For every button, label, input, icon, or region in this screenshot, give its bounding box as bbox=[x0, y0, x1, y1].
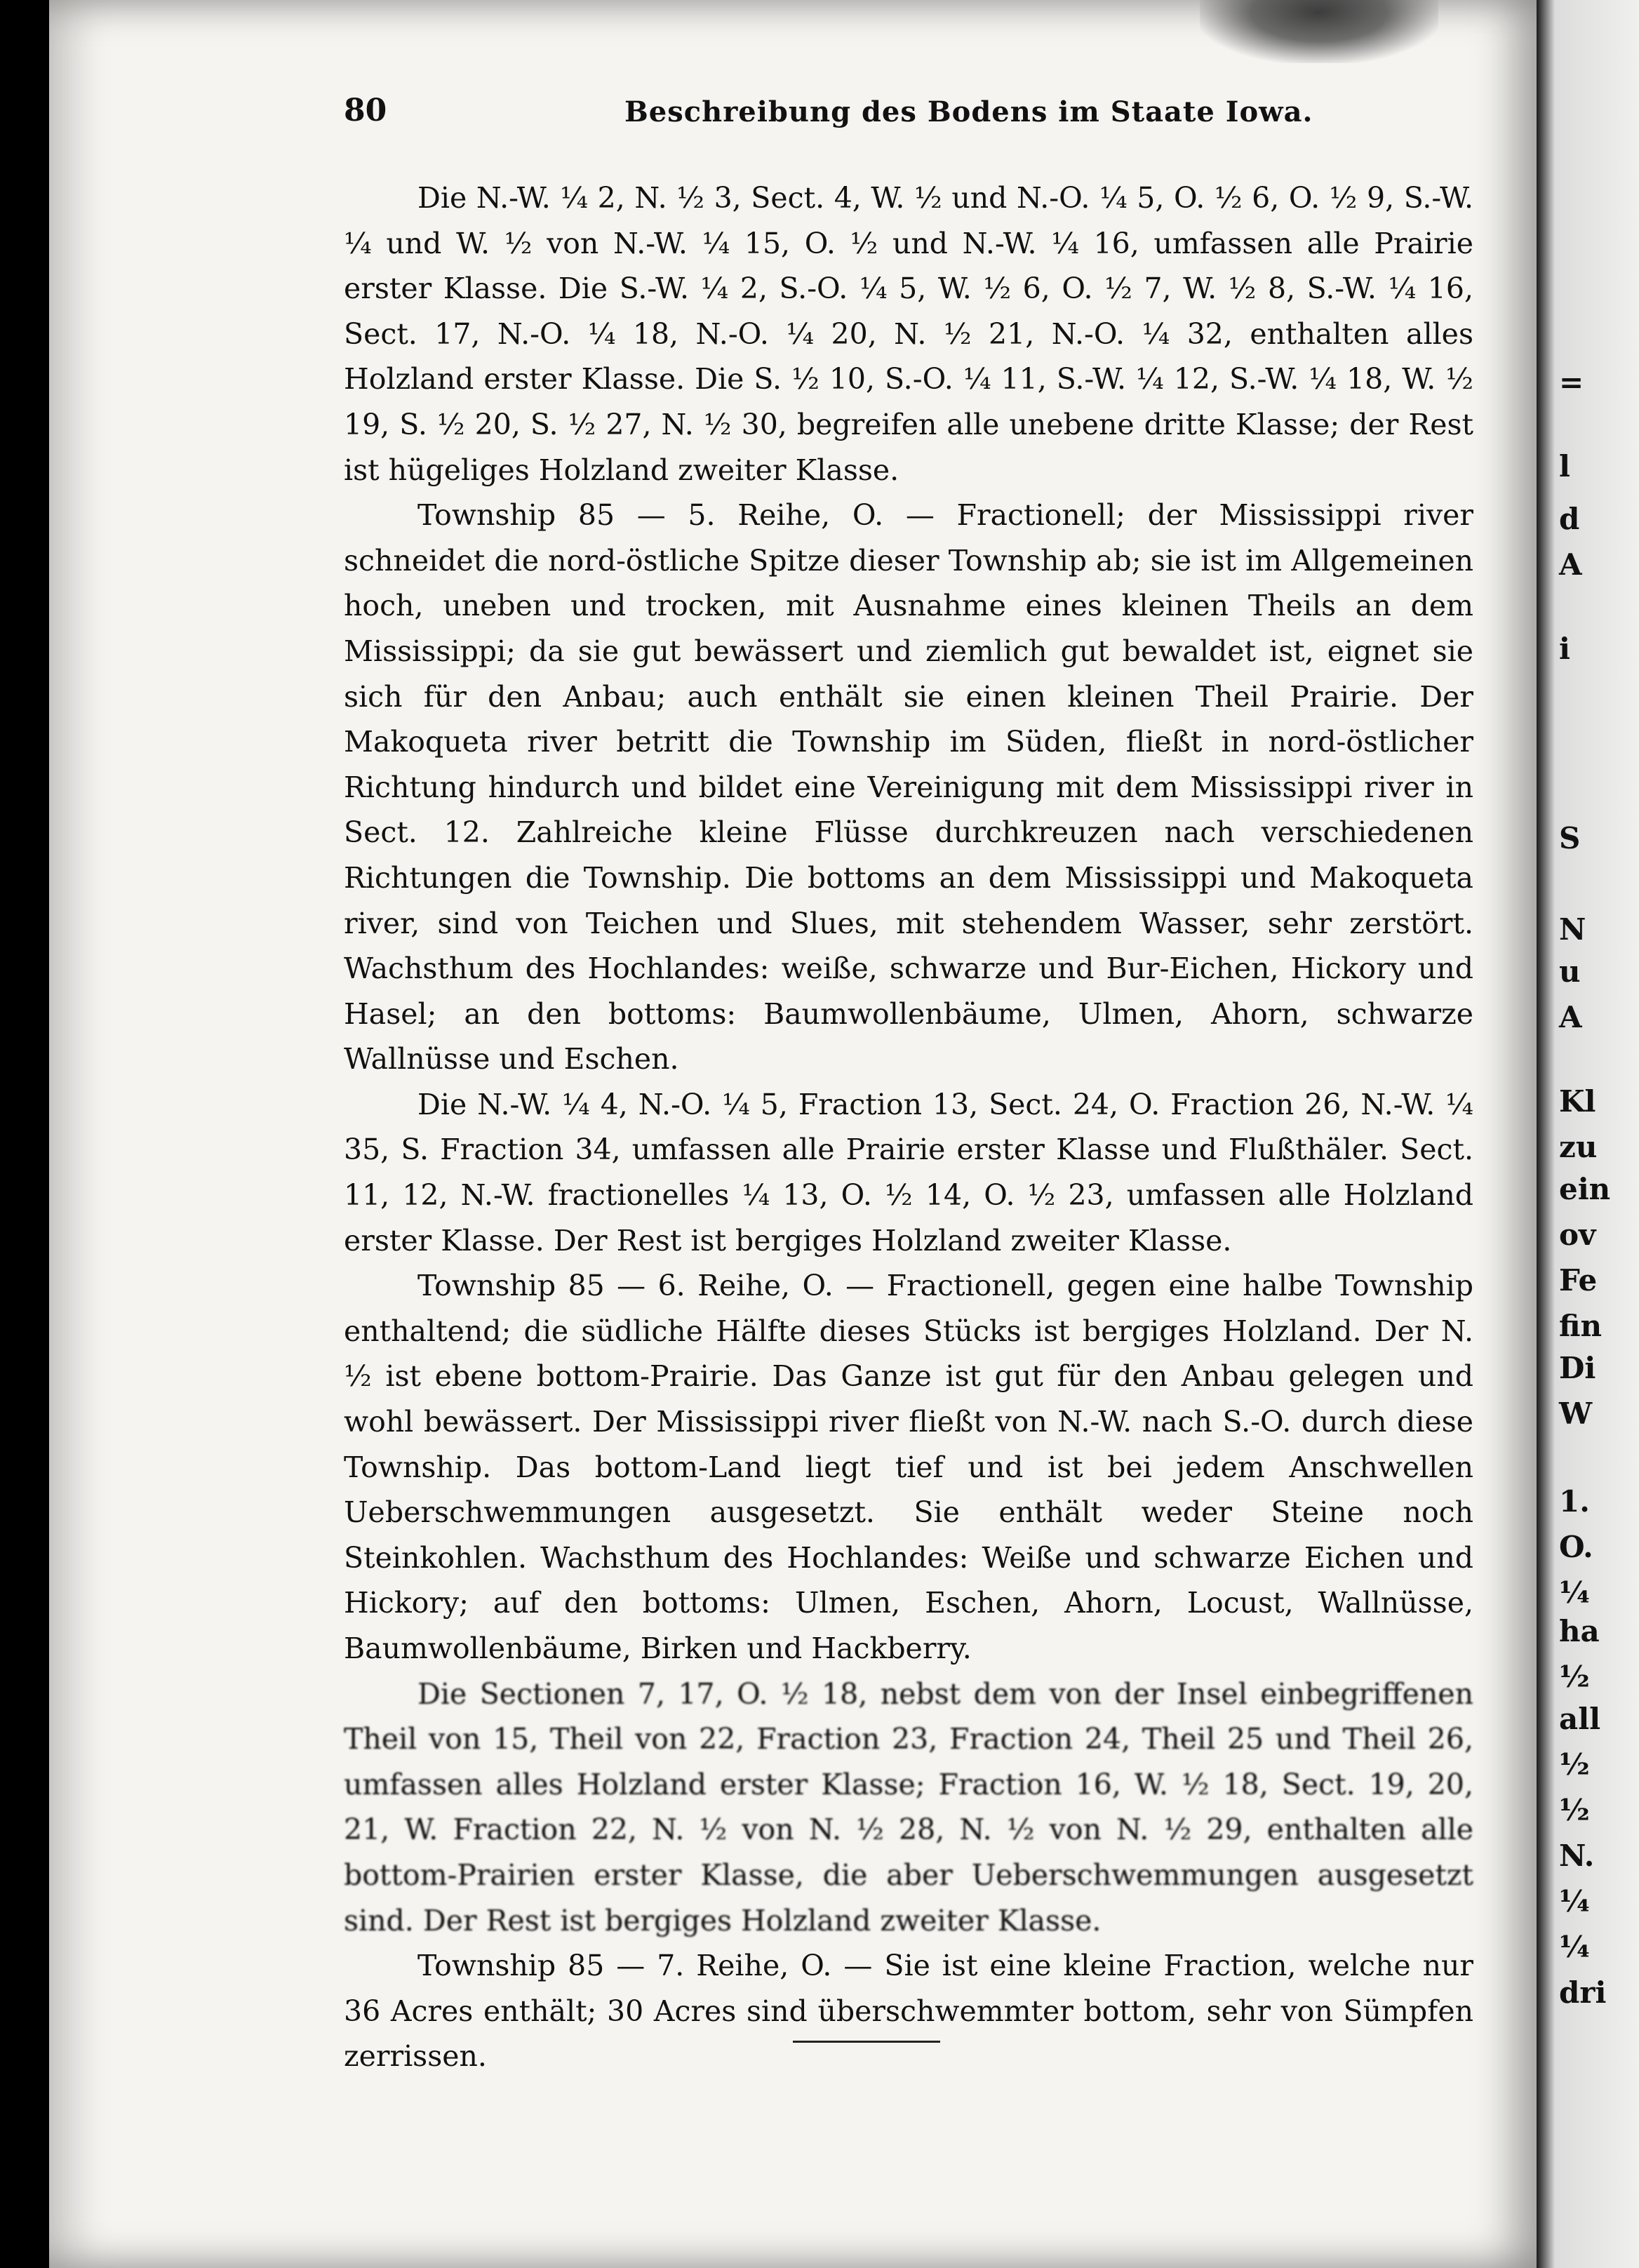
next-page-fragment: d bbox=[1559, 502, 1580, 536]
next-page-fragment: ½ bbox=[1559, 1660, 1590, 1694]
next-page-fragment: ha bbox=[1559, 1614, 1600, 1648]
next-page-fragment: Di bbox=[1559, 1351, 1596, 1385]
running-head: Beschreibung des Bodens im Staate Iowa. bbox=[624, 95, 1313, 128]
ink-stain bbox=[1200, 0, 1438, 63]
page-header bbox=[344, 93, 1480, 142]
paragraph: Die N.-W. ¼ 4, N.-O. ¼ 5, Fraction 13, Sect. 24, O. Fraction 26, N.-W. ¼ 35, S. Fraction 34, umfassen alle Prairie erster Klasse und Flußthäler. Sect. 11, 12, N.-W. fractionelles ¼ 13, O. ½ 14, O. ½ 23, umfassen alle Holzland erster Klasse. Der Rest ist bergiges Holzland zweiter Klasse. bbox=[344, 1087, 1473, 1258]
next-page-fragment: zu bbox=[1559, 1130, 1598, 1164]
next-page-fragment: = bbox=[1559, 365, 1584, 399]
next-page-fragment: dri bbox=[1559, 1975, 1607, 2010]
paragraph: Die N.-W. ¼ 2, N. ½ 3, Sect. 4, W. ½ und N.-O. ¼ 5, O. ½ 6, O. ½ 9, S.-W. ¼ und W. ½ von N.-W. ¼ 15, O. ½ und N.-W. ¼ 16, umfassen alle Prairie erster Klasse. Die S.-W. ¼ 2, S.-O. ¼ 5, W. ½ 6, O. ½ 7, W. ½ 8, S.-W. ¼ 16, Sect. 17, N.-O. ¼ 18, N.-O. ¼ 20, N. ½ 21, N.-O. ¼ 32, enthalten alles Holzland erster Klasse. Die S. ½ 10, S.-O. ¼ 11, S.-W. ¼ 12, S.-W. ¼ 18, W. ½ 19, S. ½ 20, S. ½ 27, N. ½ 30, begreifen alle unebene dritte Klasse; der Rest ist hügeliges Holzland zweiter Klasse. bbox=[344, 181, 1473, 487]
next-page-fragment: i bbox=[1559, 632, 1570, 666]
next-page-fragment: S bbox=[1559, 821, 1581, 855]
next-page-fragment: 1. bbox=[1559, 1484, 1590, 1519]
book-page bbox=[49, 0, 1537, 2268]
next-page-fragment: ½ bbox=[1559, 1747, 1590, 1782]
next-page-fragment: O. bbox=[1559, 1530, 1593, 1564]
next-page-fragment: A bbox=[1559, 1000, 1582, 1034]
next-page-fragment: all bbox=[1559, 1702, 1601, 1736]
next-page-edge bbox=[1537, 0, 1639, 2268]
next-page-fragment: ¼ bbox=[1559, 1575, 1590, 1610]
next-page-fragment: N bbox=[1559, 912, 1586, 947]
paragraph: Die Sectionen 7, 17, O. ½ 18, nebst dem von der Insel einbegriffenen Theil von 15, Theil von 22, Fraction 23, Fraction 24, Theil 25 und Theil 26, umfassen alles Holzland erster Klasse; Fraction 16, W. ½ 18, Sect. 19, 20, 21, W. Fraction 22, N. ½ von N. ½ 28, N. ½ von N. ½ 29, enthalten alle bottom-Prairien erster Klasse, die aber Ueberschwemmungen ausgesetzt sind. Der Rest ist bergiges Holzland zweiter Klasse. bbox=[344, 1676, 1473, 1937]
body-text bbox=[344, 175, 1473, 2079]
next-page-fragment: Kl bbox=[1559, 1084, 1596, 1119]
next-page-fragment: ¼ bbox=[1559, 1884, 1590, 1919]
footer-rule bbox=[793, 2041, 940, 2043]
next-page-fragment: l bbox=[1559, 449, 1570, 483]
next-page-fragment: ov bbox=[1559, 1218, 1596, 1252]
page-number: 80 bbox=[344, 93, 387, 128]
next-page-fragment: ¼ bbox=[1559, 1930, 1590, 1964]
paragraph: Township 85 — 5. Reihe, O. — Fractionell; der Mississippi river schneidet die nord-östliche Spitze dieser Township ab; sie ist im Allgemeinen hoch, uneben und trocken, mit Ausnahme eines kleinen Theils an dem Mississippi; da sie gut bewässert und ziemlich gut bewaldet ist, eignet sie sich für den Anbau; auch enthält sie einen kleinen Theil Prairie. Der Makoqueta river betritt die Township im Süden, fließt in nord-östlicher Richtung hindurch und bildet eine Vereinigung mit dem Mississippi river in Sect. 12. Zahlreiche kleine Flüsse durchkreuzen nach verschiedenen Richtungen die Township. Die bottoms an dem Mississippi und Makoqueta river, sind von Teichen und Slues, mit stehendem Wasser, sehr zerstört. Wachsthum des Hochlandes: weiße, schwarze und Bur-Eichen, Hickory und Hasel; an den bottoms: Baumwollenbäume, Ulmen, Ahorn, schwarze Wallnüsse und Eschen. bbox=[344, 498, 1473, 1076]
next-page-fragment: Fe bbox=[1559, 1263, 1598, 1298]
next-page-fragment: ein bbox=[1559, 1172, 1611, 1206]
paragraph: Township 85 — 6. Reihe, O. — Fractionell, gegen eine halbe Township enthaltend; die südliche Hälfte dieses Stücks ist bergiges Holzland. Der N. ½ ist ebene bottom-Prairie. Das Ganze ist gut für den Anbau gelegen und wohl bewässert. Der Mississippi river fließt von N.-W. nach S.-O. durch diese Township. Das bottom-Land liegt tief und ist bei jedem Anschwellen Ueberschwemmungen ausgesetzt. Sie enthält weder Steine noch Steinkohlen. Wachsthum des Hochlandes: Weiße und schwarze Eichen und Hickory; auf den bottoms: Ulmen, Eschen, Ahorn, Locust, Wallnüsse, Baumwollenbäume, Birken und Hackberry. bbox=[344, 1269, 1473, 1665]
paragraph: Township 85 — 7. Reihe, O. — Sie ist eine kleine Fraction, welche nur 36 Acres enthält; 30 Acres sind überschwemmter bottom, sehr von Sümpfen zerrissen. bbox=[344, 1949, 1473, 2074]
next-page-fragment: fin bbox=[1559, 1309, 1603, 1343]
next-page-fragment: N. bbox=[1559, 1839, 1595, 1873]
next-page-fragment: W bbox=[1559, 1396, 1593, 1431]
next-page-fragment: ½ bbox=[1559, 1793, 1590, 1827]
next-page-fragment: A bbox=[1559, 547, 1582, 582]
next-page-fragment: u bbox=[1559, 954, 1581, 989]
